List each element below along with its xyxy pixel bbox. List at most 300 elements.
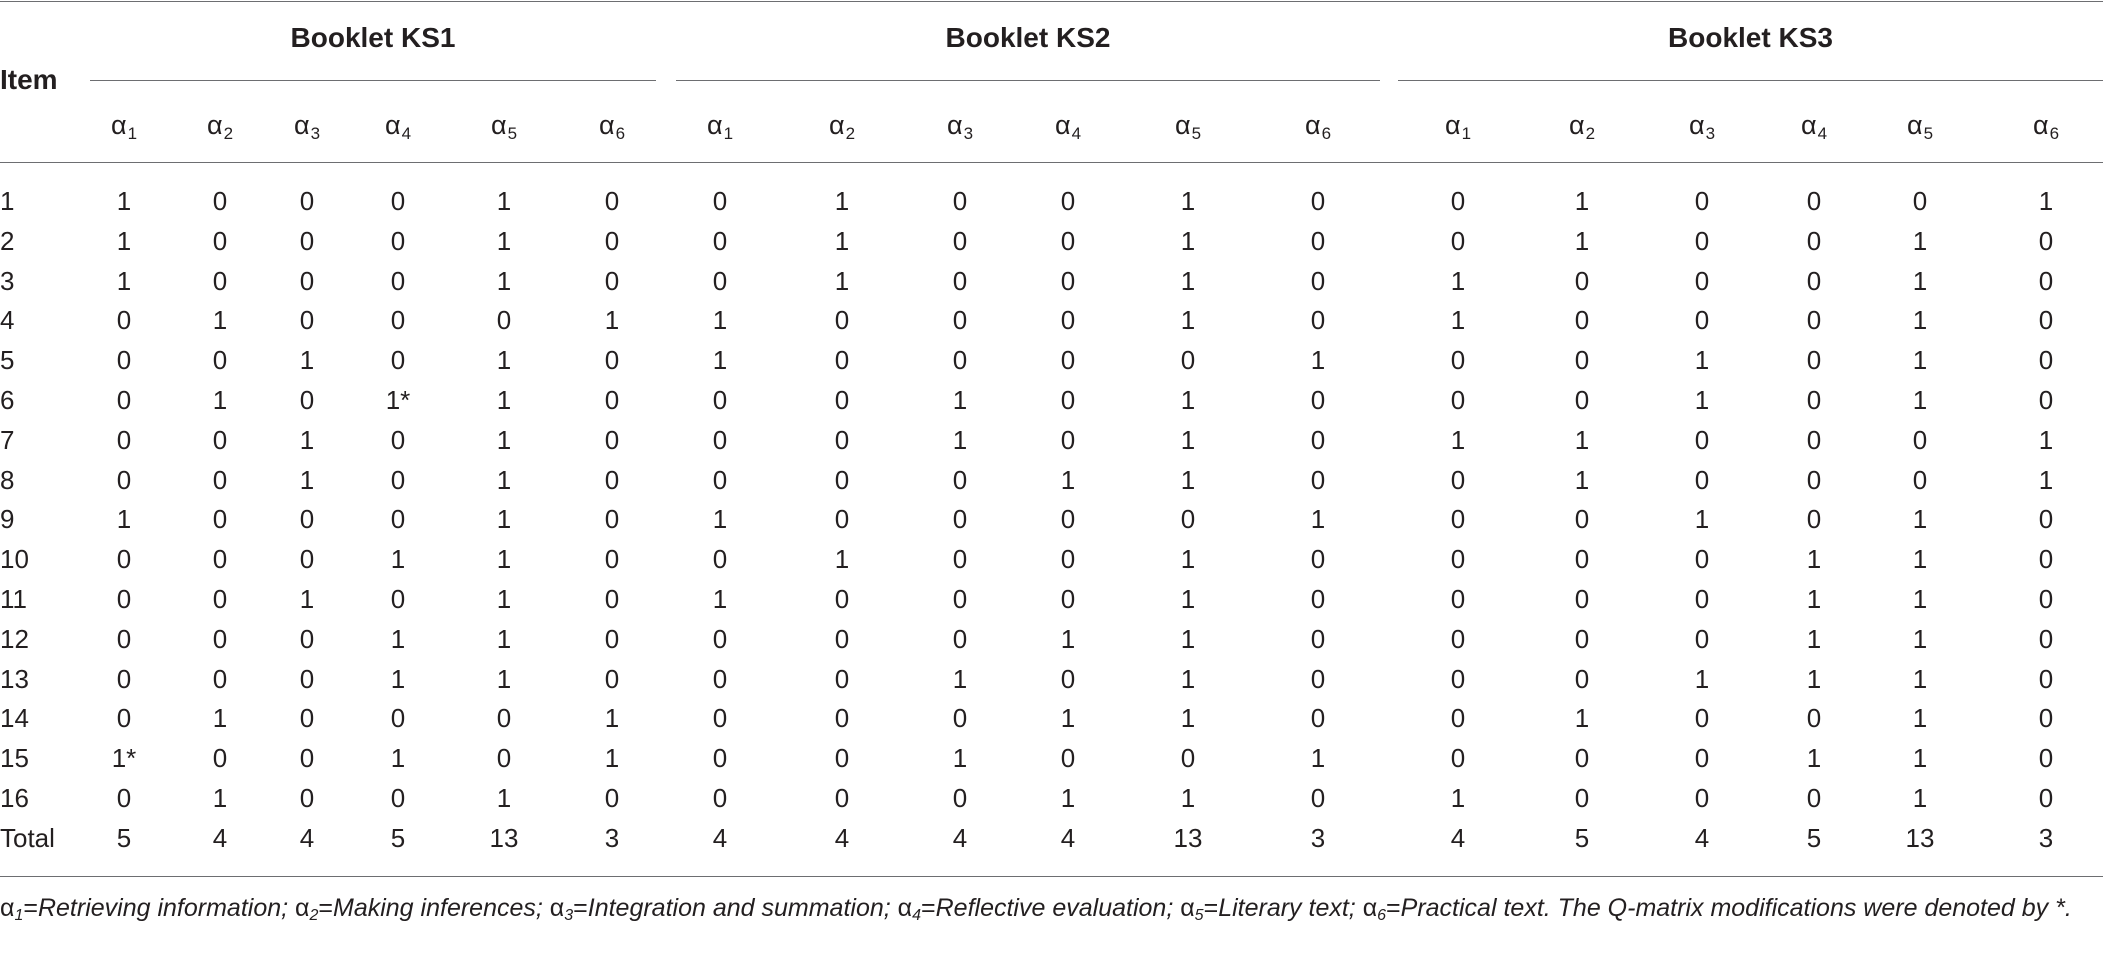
table-cell: 1 [712,345,728,376]
table-cell: 0 [604,544,620,575]
table-cell: 1 [1450,424,1466,455]
table-cell: 0 [952,783,968,813]
table-cell: 1 [1310,345,1326,376]
table-cell: 1 [2038,186,2054,216]
table-cell: 1 [1574,424,1590,455]
table-cell: 0 [116,385,132,415]
alpha-symbol: α [598,110,615,140]
table-cell: 1 [496,584,512,614]
table-cell: 0 [1574,783,1590,813]
table-cell: 1 [1912,385,1928,415]
footnote-alpha-index: 4 [912,907,922,924]
table-row [0,385,2103,425]
table-cell: 0 [1574,385,1590,415]
table-cell: 0 [1060,345,1076,376]
table-cell: 0 [1694,464,1710,495]
table-cell: 0 [1060,186,1076,216]
table-cell: 1 [1912,703,1928,734]
attribute-header-alpha-3 [947,110,973,144]
table-cell: 1 [212,703,228,734]
table-cell: 0 [212,663,228,694]
table-cell: 0 [1450,623,1466,654]
row-label: 4 [0,305,15,336]
attribute-header-alpha-1 [1445,110,1471,144]
row-label: 10 [0,544,29,575]
bottom-rule [0,876,2103,877]
table-cell: 0 [116,305,132,336]
table-row [0,186,2103,226]
attribute-header-alpha-6 [1305,110,1331,144]
table-cell: 0 [299,663,315,694]
table-cell: 0 [116,783,132,813]
attribute-header-alpha-2 [207,110,233,144]
table-cell: 1 [496,544,512,575]
alpha-index: 1 [127,124,138,143]
table-cell: 0 [2038,305,2054,336]
table-cell: 0 [2038,385,2054,415]
table-cell: 1 [952,424,968,455]
table-cell: 0 [1310,225,1326,256]
table-cell: 0 [1310,424,1326,455]
row-label: 8 [0,464,15,495]
alpha-symbol: α [1800,110,1817,140]
table-row [0,425,2103,465]
table-cell: 0 [116,623,132,654]
table-cell: 0 [2038,783,2054,813]
table-cell: 0 [604,225,620,256]
attribute-header-alpha-5 [1175,110,1201,144]
alpha-symbol: α [1174,110,1191,140]
table-cell: 1 [834,225,850,256]
table-cell: 0 [952,584,968,614]
table-cell: 1 [1180,544,1196,575]
table-cell: 0 [1806,783,1822,813]
table-cell: 0 [1180,345,1196,376]
footnote-definition: Literary text; [1218,894,1363,922]
table-cell: 0 [1806,305,1822,336]
row-label: 14 [0,703,29,734]
table-cell: 0 [1806,225,1822,256]
table-cell: 0 [2038,225,2054,256]
row-label: 1 [0,186,15,216]
table-cell: 0 [496,743,512,774]
table-cell: 1 [1060,783,1076,813]
table-cell: 0 [834,385,850,415]
row-label: 12 [0,623,29,654]
table-cell: 1 [1912,544,1928,575]
table-cell: 1 [496,424,512,455]
table-cell: 0 [1060,385,1076,415]
attribute-header-alpha-4 [385,110,411,144]
row-label: 13 [0,663,29,694]
table-cell: 0 [212,464,228,495]
table-cell: 1 [116,225,132,256]
alpha-symbol: α [206,110,223,140]
table-cell: 0 [212,743,228,774]
table-cell: 1 [1310,743,1326,774]
alpha-index: 1 [723,124,734,143]
alpha-symbol: α [1688,110,1705,140]
table-cell: 1 [1180,265,1196,296]
table-cell: 0 [1060,424,1076,455]
table-cell: 0 [1450,345,1466,376]
footnote-definition: Integration and summation; [587,894,898,922]
table-cell: 1 [212,783,228,813]
alpha-symbol: α [110,110,127,140]
table-cell: 0 [1806,703,1822,734]
table-cell: 0 [834,663,850,694]
row-label: 2 [0,225,15,256]
table-cell: 0 [604,783,620,813]
row-label: 5 [0,345,15,376]
table-cell: 1 [1806,623,1822,654]
table-cell: 0 [1806,385,1822,415]
table-cell: 0 [1450,504,1466,535]
table-cell: 0 [1310,385,1326,415]
table-cell: 0 [299,186,315,216]
table-cell: 1 [1912,743,1928,774]
table-cell: 0 [1574,663,1590,694]
table-cell: 0 [834,305,850,336]
footnote-modification-note: The Q-matrix modifications were denoted by *. [1557,894,2072,922]
table-cell: 0 [2038,623,2054,654]
table-cell: 1 [1060,703,1076,734]
table-cell: 0 [1310,783,1326,813]
table-cell: 0 [712,225,728,256]
table-cell: 0 [116,464,132,495]
table-cell: 0 [1060,544,1076,575]
attribute-header-alpha-5 [1907,110,1933,144]
table-cell: 1 [604,305,620,336]
table-cell: 0 [212,186,228,216]
table-cell: 0 [952,623,968,654]
table-cell: 0 [299,265,315,296]
table-row [0,266,2103,306]
alpha-index: 6 [2049,124,2060,143]
attribute-header-alpha-2 [1569,110,1595,144]
table-cell: 1 [1806,584,1822,614]
table-cell: 0 [1574,265,1590,296]
table-cell: 0 [1310,663,1326,694]
table-cell: 1 [299,584,315,614]
table-cell: 0 [1060,584,1076,614]
table-row [0,703,2103,743]
alpha-index: 2 [223,124,234,143]
table-cell: 0 [712,464,728,495]
table-cell: 0 [712,385,728,415]
row-label: 6 [0,385,15,415]
table-cell: 1 [1694,504,1710,535]
table-cell: 0 [212,544,228,575]
table-cell: 0 [212,225,228,256]
footnote-definition: Making inferences; [333,894,550,922]
footnote-alpha-symbol: α [0,894,15,922]
table-cell: 0 [712,186,728,216]
table-cell: 3 [1310,822,1326,853]
table-cell: 0 [1694,783,1710,813]
top-rule [0,1,2103,2]
table-cell: 0 [1450,544,1466,575]
table-cell: 0 [712,783,728,813]
table-cell: 0 [1912,424,1928,455]
table-cell: 0 [1694,265,1710,296]
table-cell: 0 [834,783,850,813]
table-cell: 0 [1806,345,1822,376]
table-row [0,305,2103,345]
table-cell: 0 [712,424,728,455]
table-cell: 0 [212,584,228,614]
table-cell: 1 [496,504,512,535]
table-cell: 1 [1694,385,1710,415]
table-cell: 1 [496,464,512,495]
table-cell: 0 [604,464,620,495]
table-cell: 1 [1574,464,1590,495]
table-cell: 0 [390,504,406,535]
table-cell: 0 [712,623,728,654]
table-cell: 5 [1574,822,1590,853]
table-cell: 4 [1060,822,1076,853]
table-cell: 1 [1180,186,1196,216]
table-cell: 0 [212,345,228,376]
alpha-index: 4 [401,124,412,143]
table-cell: 0 [1694,225,1710,256]
table-cell: 1 [952,663,968,694]
table-cell: 1 [1912,584,1928,614]
table-cell: 0 [952,464,968,495]
table-cell: 0 [712,663,728,694]
table-cell: 1 [1180,305,1196,336]
table-cell: 0 [952,703,968,734]
table-row [0,345,2103,385]
table-cell: 1 [1806,743,1822,774]
table-cell: 0 [1180,504,1196,535]
attribute-header-alpha-4 [1055,110,1081,144]
table-cell: 0 [712,265,728,296]
table-cell: 0 [1180,743,1196,774]
alpha-symbol: α [1444,110,1461,140]
alpha-index: 2 [845,124,856,143]
table-cell: 1 [496,783,512,813]
table-cell: 1 [1694,345,1710,376]
table-cell: 1 [1912,305,1928,336]
footnote-alpha-symbol: α [897,894,913,922]
alpha-index: 3 [310,124,321,143]
footnote-alpha-index: 6 [1377,907,1387,924]
table-cell: 1 [496,186,512,216]
table-cell: 4 [712,822,728,853]
table-cell: 0 [604,424,620,455]
attribute-header-alpha-1 [111,110,137,144]
alpha-symbol: α [1568,110,1585,140]
table-cell: 0 [2038,584,2054,614]
attribute-header-alpha-3 [294,110,320,144]
table-cell: 1 [2038,424,2054,455]
table-row [0,504,2103,544]
table-cell: 1 [1806,663,1822,694]
table-cell: 1 [1574,225,1590,256]
table-cell: 0 [299,305,315,336]
table-cell: 5 [1806,822,1822,853]
table-cell: 0 [1574,345,1590,376]
table-cell: 0 [390,265,406,296]
table-cell: 1 [1180,225,1196,256]
table-cell: 0 [952,265,968,296]
table-cell: 0 [1574,623,1590,654]
attribute-header-alpha-6 [599,110,625,144]
table-cell: 0 [604,584,620,614]
table-cell: 0 [1060,305,1076,336]
table-cell: 1 [1912,265,1928,296]
booklet-ks1-underline [90,80,656,81]
booklet-ks3-header: Booklet KS3 [1668,22,1833,53]
row-label: 11 [0,584,27,614]
table-row [0,465,2103,505]
table-cell: 1 [1180,464,1196,495]
table-cell: 0 [1694,623,1710,654]
alpha-symbol: α [828,110,845,140]
table-cell: 13 [1905,822,1935,853]
table-cell: 0 [1806,504,1822,535]
alpha-index: 5 [1923,124,1934,143]
row-label: 7 [0,424,15,455]
table-cell: 0 [712,544,728,575]
table-cell: 1 [1912,663,1928,694]
table-cell: 0 [1310,584,1326,614]
footnote-equals: = [1203,894,1219,922]
table-cell: 0 [1450,464,1466,495]
table-cell: 1 [390,743,406,774]
table-cell: 0 [299,703,315,734]
footnote-alpha-symbol: α [295,894,310,922]
table-cell: 1 [1912,225,1928,256]
table-cell: 4 [212,822,228,853]
booklet-ks1-header: Booklet KS1 [290,22,456,53]
table-cell: 1 [496,265,512,296]
table-cell: 0 [1574,544,1590,575]
table-cell: 0 [116,345,132,376]
alpha-symbol: α [384,110,401,140]
table-cell: 1 [299,345,315,376]
table-cell: 0 [1694,743,1710,774]
table-cell: 1 [496,225,512,256]
table-cell: 0 [604,345,620,376]
footnote-alpha-index: 5 [1194,907,1204,924]
table-cell: 1 [952,743,968,774]
table-cell: 1 [1450,265,1466,296]
table-cell: 13 [1173,822,1203,853]
table-cell: 13 [489,822,519,853]
footnote-definition: Practical text. [1400,894,1558,922]
table-cell: 0 [299,783,315,813]
table-cell: 0 [1450,584,1466,614]
alpha-symbol: α [293,110,310,140]
table-cell: 0 [116,544,132,575]
alpha-symbol: α [2032,110,2049,140]
table-cell: 0 [952,305,968,336]
footnote-alpha-index: 3 [564,907,574,924]
table-row [0,584,2103,624]
alpha-symbol: α [1304,110,1321,140]
table-cell: 0 [834,584,850,614]
table-cell: 1 [390,544,406,575]
table-cell: 0 [116,703,132,734]
table-cell: 1 [212,305,228,336]
table-cell: 0 [390,464,406,495]
table-cell: 0 [1694,305,1710,336]
row-label: 9 [0,504,15,535]
table-cell: 0 [299,225,315,256]
row-label: 15 [0,743,29,774]
footnote-equals: = [23,894,38,922]
table-cell: 0 [299,623,315,654]
table-cell: 0 [1310,464,1326,495]
table-cell: 0 [1574,305,1590,336]
table-cell: 0 [2038,703,2054,734]
table-cell: 1 [299,424,315,455]
table-row [0,624,2103,664]
table-cell: 3 [604,822,620,853]
table-cell: 0 [834,504,850,535]
alpha-symbol: α [490,110,507,140]
table-cell: 1 [834,265,850,296]
footnote-equals: = [1386,894,1401,922]
alpha-index: 6 [615,124,626,143]
table-cell: 1 [834,186,850,216]
alpha-symbol: α [1906,110,1923,140]
table-cell: 0 [604,265,620,296]
table-cell: 0 [834,703,850,734]
alpha-symbol: α [946,110,963,140]
table-cell: 1 [1060,464,1076,495]
table-cell: 1 [952,385,968,415]
table-cell: 0 [299,504,315,535]
table-cell: 1 [299,464,315,495]
table-cell: 4 [1694,822,1710,853]
table-cell: 0 [834,464,850,495]
table-cell: 0 [1450,186,1466,216]
row-label: 16 [0,783,29,813]
attribute-header-alpha-3 [1689,110,1715,144]
table-cell: 0 [604,385,620,415]
table-cell: 0 [1912,464,1928,495]
table-cell: 0 [390,186,406,216]
table-cell: 0 [1574,584,1590,614]
table-cell: 0 [2038,663,2054,694]
alpha-index: 2 [1585,124,1596,143]
footnote-equals: = [921,894,936,922]
alpha-index: 4 [1817,124,1828,143]
footnote-equals: = [573,894,588,922]
table-cell: 1 [1912,345,1928,376]
table-cell: 1* [385,385,411,415]
table-cell: 1 [212,385,228,415]
table-cell: 0 [496,703,512,734]
table-cell: 0 [834,743,850,774]
table-cell: 0 [952,345,968,376]
table-cell: 0 [1806,186,1822,216]
table-cell: 0 [212,424,228,455]
table-cell: 0 [1450,663,1466,694]
table-cell: 0 [1310,623,1326,654]
table-cell: 4 [1450,822,1466,853]
table-cell: 1* [111,743,137,774]
table-cell: 0 [1310,305,1326,336]
footnote-alpha-symbol: α [1362,894,1378,922]
table-cell: 1 [1450,305,1466,336]
table-cell: 1 [2038,464,2054,495]
alpha-index: 1 [1461,124,1472,143]
table-cell: 0 [834,345,850,376]
